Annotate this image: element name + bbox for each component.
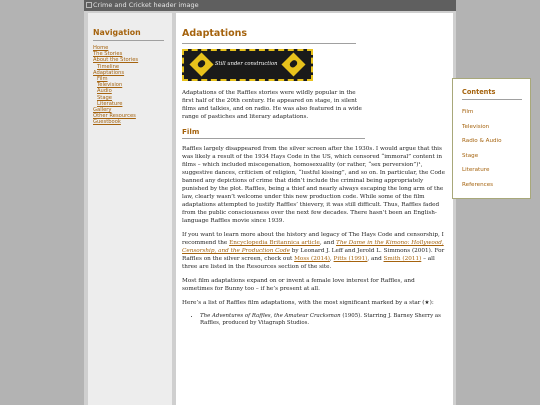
nav-item-timeline[interactable]: Timeline xyxy=(97,63,120,70)
link-smith-2011[interactable]: Smith (2011) xyxy=(383,256,422,262)
nav-item-home[interactable]: Home xyxy=(93,45,109,51)
list-item xyxy=(200,313,445,327)
film-list-intro: Here’s a list of Raffles film adaptations, with the most significant marked by a star (★): xyxy=(182,300,434,306)
link-dame-in-the-kimono[interactable]: The Dame in the Kimono: Hollywood, Censorship, and the Production Code xyxy=(182,240,444,254)
toc-item-stage[interactable]: Stage xyxy=(462,152,479,159)
film-details: (1905). Starring J. Barney Sherry as Raffles, produced by Vitagraph Studios. xyxy=(200,313,441,326)
nav-title: Navigation xyxy=(93,28,164,41)
text: , and xyxy=(319,240,337,246)
sidebar xyxy=(88,13,172,405)
toc-item-radio-audio[interactable]: Radio & Audio xyxy=(462,138,502,144)
construction-sign-icon xyxy=(189,52,213,76)
link-britannica[interactable]: Encyclopedia Britannica article xyxy=(229,240,320,246)
intro-paragraph: Adaptations of the Raffles stories were wildly popular in the first half of the 20th century. He appeared on stage, in silent films and talkies, and on radio. He was also featured in a wide range of pastiches and literary adaptations. xyxy=(182,90,362,120)
nav-item-television[interactable]: Television xyxy=(97,82,123,89)
link-pitts-1991[interactable]: Pitts (1991) xyxy=(333,256,368,262)
nav-item-other-resources[interactable]: Other Resources xyxy=(93,113,136,120)
nav-item-audio[interactable]: Audio xyxy=(97,88,112,95)
film-title: The Adventures of Raffles, the Amateur Cracksman xyxy=(200,313,341,319)
text: , xyxy=(329,256,334,262)
text: – all three are listed in the Resources section of the site. xyxy=(182,256,435,270)
nav-item-adaptations[interactable]: Adaptations xyxy=(93,69,125,76)
page xyxy=(84,0,502,405)
construction-sign-icon xyxy=(281,52,305,76)
nav-item-gallery[interactable]: Gallery xyxy=(93,107,112,114)
nav-item-the-stories[interactable]: The Stories xyxy=(93,51,123,58)
header-image xyxy=(84,0,456,11)
toc-item-film[interactable]: Film xyxy=(462,109,474,115)
resources-paragraph xyxy=(182,231,445,271)
link-moss-2014[interactable]: Moss (2014) xyxy=(294,256,330,262)
contents-box xyxy=(452,78,531,199)
banner-text: Still under construction xyxy=(215,61,278,67)
page-title: Adaptations xyxy=(182,28,356,44)
text: If you want to learn more about the history and legacy of The Hays Code and censorship, I recommend the xyxy=(182,232,444,246)
text: by Leonard J. Leff and Jerold L. Simmons (2001). For Raffles on the silver screen, check out xyxy=(182,248,445,262)
nav-item-stage[interactable]: Stage xyxy=(97,94,112,101)
main-content xyxy=(176,13,502,405)
toc-item-television[interactable]: Television xyxy=(462,123,490,130)
toc-item-references[interactable]: References xyxy=(462,181,494,188)
toc-item-literature[interactable]: Literature xyxy=(462,167,490,173)
broken-image-icon xyxy=(86,2,92,8)
nav-item-guestbook[interactable]: Guestbook xyxy=(93,119,121,126)
nav-item-film[interactable]: Film xyxy=(97,76,108,83)
contents-title: Contents xyxy=(462,88,522,100)
nav-item-literature[interactable]: Literature xyxy=(97,100,123,107)
love-interest-paragraph: Most film adaptations expand on or invent a female love interest for Raffles, and sometimes for Bunny too – if he’s present at all. xyxy=(182,278,415,292)
nav-item-about-the-stories[interactable]: About the Stories xyxy=(93,57,139,64)
header-alt-text: Crime and Cricket header image xyxy=(93,1,199,9)
section-heading-film: Film xyxy=(182,127,365,139)
film-list xyxy=(182,313,445,327)
under-construction-banner xyxy=(182,49,313,81)
text: , and xyxy=(367,256,384,262)
film-paragraph: Raffles largely disappeared from the silver screen after the 1930s. I would argue that this was likely a result of the 1934 Hays Code in the US, which censored “immoral” content in films – which included miscegenation, homosexuality (or rather, “sex perversion”)¹, suggestive dances, criticism of religion, “lustful kissing”, and so on. In particular, the Code banned any depictions of crime that didn’t include the criminal being appropriately punished by the plot. Raffles, being a thief and nearly always escaping the long arm of the law, clearly wasn’t welcome under this new production code. While some of the film adaptations attempted to justify Raffles’ thievery, it was still difficult. Thus, Raffles faded from the public consciousness over the next few decades. There hasn’t been an English-language Raffles movie since 1939. xyxy=(182,146,445,224)
nav-list xyxy=(93,45,164,126)
